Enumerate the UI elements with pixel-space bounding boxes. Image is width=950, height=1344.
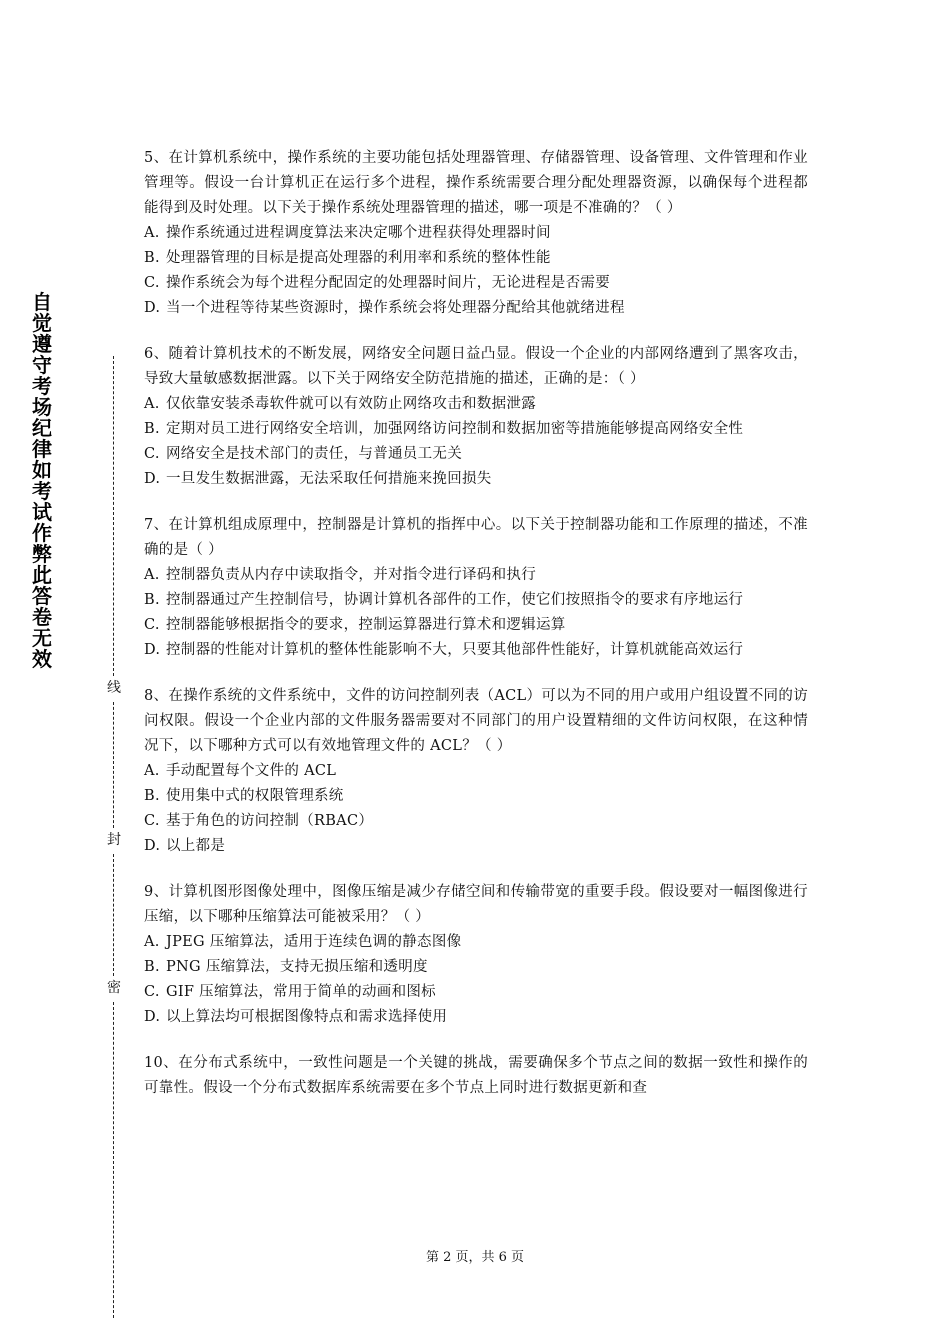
option-label: B.: [144, 592, 160, 608]
option-text: 使用集中式的权限管理系统: [166, 788, 344, 804]
option-label: C.: [144, 813, 160, 829]
option-text: 处理器管理的目标是提高处理器的利用率和系统的整体性能: [166, 250, 551, 266]
option-a: [144, 759, 808, 784]
option-text: PNG 压缩算法，支持无损压缩和透明度: [166, 959, 428, 975]
option-label: A.: [144, 763, 160, 779]
binding-line-lower: [113, 854, 114, 976]
option-label: A.: [144, 567, 160, 583]
option-b: [144, 588, 808, 613]
question-8: [144, 684, 808, 859]
question-stem: 7、在计算机组成原理中，控制器是计算机的指挥中心。以下关于控制器功能和工作原理的描述，不准确的是（ ）: [144, 517, 808, 558]
page-number: 第 2 页，共 6 页: [425, 1250, 525, 1265]
option-a: [144, 563, 808, 588]
exam-discipline-notice: 自觉遵守考场纪律如考试作弊此答卷无效: [32, 290, 52, 671]
question-6: [144, 342, 808, 492]
binding-mark-line: 线: [104, 680, 124, 696]
option-label: B.: [144, 250, 160, 266]
question-stem: 6、随着计算机技术的不断发展，网络安全问题日益凸显。假设一个企业的内部网络遭到了黑客攻击，导致大量敏感数据泄露。以下关于网络安全防范措施的描述，正确的是：（ ）: [144, 346, 808, 387]
option-d: [144, 296, 808, 321]
binding-line-middle: [113, 702, 114, 828]
question-10: [144, 1051, 808, 1101]
option-text: 当一个进程等待某些资源时，操作系统会将处理器分配给其他就绪进程: [166, 300, 625, 316]
option-label: D.: [144, 300, 161, 316]
option-text: 控制器能够根据指令的要求，控制运算器进行算术和逻辑运算: [166, 617, 566, 633]
option-text: 控制器通过产生控制信号，协调计算机各部件的工作，使它们按照指令的要求有序地运行: [166, 592, 744, 608]
binding-mark-secret: 密: [104, 980, 124, 996]
question-5: [144, 146, 808, 321]
option-text: 控制器的性能对计算机的整体性能影响不大，只要其他部件性能好，计算机就能高效运行: [166, 642, 744, 658]
binding-line-top: [113, 356, 114, 676]
option-label: A.: [144, 934, 160, 950]
option-text: 基于角色的访问控制（RBAC）: [166, 813, 374, 829]
option-text: 操作系统会为每个进程分配固定的处理器时间片，无论进程是否需要: [166, 275, 610, 291]
option-d: [144, 1005, 808, 1030]
option-d: [144, 638, 808, 663]
option-label: D.: [144, 642, 161, 658]
option-label: D.: [144, 838, 161, 854]
option-d: [144, 467, 808, 492]
option-label: D.: [144, 471, 161, 487]
option-c: [144, 271, 808, 296]
option-text: JPEG 压缩算法，适用于连续色调的静态图像: [166, 934, 462, 950]
option-text: 控制器负责从内存中读取指令，并对指令进行译码和执行: [166, 567, 536, 583]
option-c: [144, 809, 808, 834]
question-stem: 10、在分布式系统中，一致性问题是一个关键的挑战，需要确保多个节点之间的数据一致性和操作的可靠性。假设一个分布式数据库系统需要在多个节点上同时进行数据更新和查: [144, 1055, 808, 1096]
option-text: 以上算法均可根据图像特点和需求选择使用: [166, 1009, 448, 1025]
option-label: C.: [144, 617, 160, 633]
option-label: C.: [144, 446, 160, 462]
option-a: [144, 930, 808, 955]
option-label: B.: [144, 788, 160, 804]
question-7: [144, 513, 808, 663]
option-c: [144, 980, 808, 1005]
option-c: [144, 613, 808, 638]
option-label: A.: [144, 396, 160, 412]
option-label: B.: [144, 959, 160, 975]
option-text: 操作系统通过进程调度算法来决定哪个进程获得处理器时间: [166, 225, 551, 241]
option-label: A.: [144, 225, 160, 241]
option-label: C.: [144, 275, 160, 291]
option-text: 仅依靠安装杀毒软件就可以有效防止网络攻击和数据泄露: [166, 396, 536, 412]
option-c: [144, 442, 808, 467]
option-b: [144, 246, 808, 271]
option-b: [144, 784, 808, 809]
question-stem: 5、在计算机系统中，操作系统的主要功能包括处理器管理、存储器管理、设备管理、文件管理和作业管理等。假设一台计算机正在运行多个进程，操作系统需要合理分配处理器资源，以确保每个进程都能得到及时处理。以下关于操作系统处理器管理的描述，哪一项是不准确的？（ ）: [144, 150, 808, 216]
option-text: 网络安全是技术部门的责任，与普通员工无关: [166, 446, 462, 462]
option-text: 以上都是: [166, 838, 226, 854]
binding-mark-seal: 封: [104, 832, 124, 848]
option-label: C.: [144, 984, 160, 1000]
option-a: [144, 221, 808, 246]
question-list: [144, 146, 808, 1122]
option-b: [144, 417, 808, 442]
option-text: 一旦发生数据泄露，无法采取任何措施来挽回损失: [166, 471, 492, 487]
option-d: [144, 834, 808, 859]
question-stem: 9、计算机图形图像处理中，图像压缩是减少存储空间和传输带宽的重要手段。假设要对一幅图像进行压缩，以下哪种压缩算法可能被采用？（ ）: [144, 884, 808, 925]
option-text: 定期对员工进行网络安全培训，加强网络访问控制和数据加密等措施能够提高网络安全性: [166, 421, 744, 437]
option-a: [144, 392, 808, 417]
option-label: B.: [144, 421, 160, 437]
question-9: [144, 880, 808, 1030]
option-text: GIF 压缩算法，常用于简单的动画和图标: [166, 984, 436, 1000]
option-text: 手动配置每个文件的 ACL: [166, 763, 337, 779]
option-b: [144, 955, 808, 980]
question-stem: 8、在操作系统的文件系统中，文件的访问控制列表（ACL）可以为不同的用户或用户组设置不同的访问权限。假设一个企业内部的文件服务器需要对不同部门的用户设置精细的文件访问权限，在这种情况下，以下哪种方式可以有效地管理文件的 ACL？（ ）: [144, 688, 808, 754]
binding-line-bottom: [113, 1002, 114, 1318]
option-label: D.: [144, 1009, 161, 1025]
